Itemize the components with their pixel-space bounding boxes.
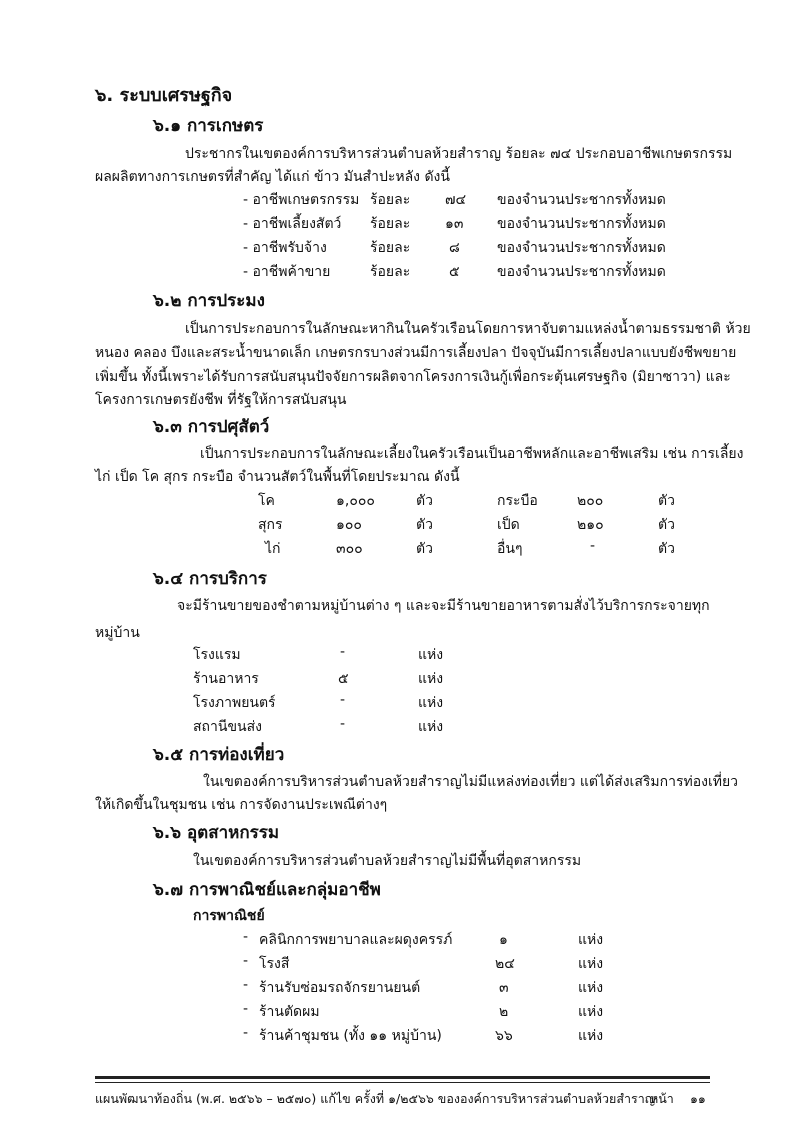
occupation-value: ๕ <box>449 264 460 280</box>
animal-unit: ตัว <box>658 493 675 509</box>
animal-count: - <box>590 538 596 554</box>
occupation-unit: ร้อยละ <box>370 240 411 256</box>
fishery-text-line-3: เพิ่มขึ้น ทั้งนี้เพราะได้รับการสนับสนุนปัจจัยการผลิตจากโครงการเงินกู้เพื่อกระตุ้นเศรษฐกิจ (มิยาซาวา) และ <box>95 369 731 385</box>
occupation-unit: ร้อยละ <box>370 192 411 208</box>
service-text-line-2: หมู่บ้าน <box>95 625 140 641</box>
service-unit: แห่ง <box>418 719 444 735</box>
industry-text-line-1: ในเขตองค์การบริหารส่วนตำบลห้วยสำราญไม่มีพื้นที่อุตสาหกรรม <box>193 853 582 869</box>
occupation-desc: ของจำนวนประชากรทั้งหมด <box>497 216 666 232</box>
service-unit: แห่ง <box>418 647 444 663</box>
occupation-value: ๑๓ <box>445 216 464 232</box>
service-count: - <box>340 716 346 732</box>
service-name: ร้านอาหาร <box>193 671 259 687</box>
animal-count: ๒๑๐ <box>577 517 604 533</box>
commerce-dash: - <box>243 1025 249 1041</box>
service-count: - <box>340 644 346 660</box>
commerce-count: ๑ <box>499 932 508 948</box>
tourism-text-line-1: ในเขตองค์การบริหารส่วนตำบลห้วยสำราญไม่มีแหล่งท่องเที่ยว แต่ได้ส่งเสริมการท่องเที่ยว <box>203 774 739 790</box>
occupation-name: - อาชีพค้าขาย <box>243 264 331 280</box>
heading-agriculture: ๖.๑ การเกษตร <box>153 116 264 136</box>
occupation-value: ๗๔ <box>445 192 467 208</box>
occupation-name: - อาชีพเกษตรกรรม <box>243 192 360 208</box>
occupation-desc: ของจำนวนประชากรทั้งหมด <box>497 192 666 208</box>
service-unit: แห่ง <box>418 695 444 711</box>
commerce-unit: แห่ง <box>578 1028 604 1044</box>
livestock-text-line-1: เป็นการประกอบการในลักษณะเลี้ยงในครัวเรือนเป็นอาชีพหลักและอาชีพเสริม เช่น การเลี้ยง <box>200 446 744 462</box>
animal-unit: ตัว <box>658 517 675 533</box>
commerce-count: ๖๖ <box>495 1028 513 1044</box>
animal-count: ๑,๐๐๐ <box>336 493 375 509</box>
animal-unit: ตัว <box>416 541 433 557</box>
fishery-text-line-4: โครงการเกษตรยังชีพ ที่รัฐให้การสนับสนุน <box>95 392 347 408</box>
livestock-text-line-2: ไก่ เป็ด โค สุกร กระบือ จำนวนสัตว์ในพื้นที่โดยประมาณ ดังนี้ <box>95 469 460 485</box>
commerce-name: คลินิกการพยาบาลและผดุงครรภ์ <box>259 932 453 948</box>
tourism-text-line-2: ให้เกิดขึ้นในชุมชน เช่น การจัดงานประเพณีต่างๆ <box>95 797 388 813</box>
commerce-dash: - <box>243 953 249 969</box>
heading-service: ๖.๔ การบริการ <box>153 569 267 589</box>
service-name: โรงภาพยนตร์ <box>193 695 276 711</box>
service-text-line-1: จะมีร้านขายของชำตามหมู่บ้านต่าง ๆ และจะมีร้านขายอาหารตามสั่งไว้บริการกระจายทุก <box>177 598 710 614</box>
service-unit: แห่ง <box>418 671 444 687</box>
occupation-unit: ร้อยละ <box>370 264 411 280</box>
animal-unit: ตัว <box>416 517 433 533</box>
animal-name: เป็ด <box>497 517 520 533</box>
occupation-value: ๘ <box>449 240 460 256</box>
commerce-unit: แห่ง <box>578 956 604 972</box>
fishery-text-line-1: เป็นการประกอบการในลักษณะหากินในครัวเรือนโดยการหาจับตามแหล่งน้ำตามธรรมชาติ ห้วย <box>185 321 751 337</box>
animal-unit: ตัว <box>658 541 675 557</box>
animal-count: ๓๐๐ <box>336 541 363 557</box>
commerce-dash: - <box>243 1001 249 1017</box>
heading-tourism: ๖.๕ การท่องเที่ยว <box>153 745 285 765</box>
animal-count: ๑๐๐ <box>336 517 362 533</box>
page-label: หน้า <box>650 1091 674 1106</box>
commerce-dash: - <box>243 977 249 993</box>
heading-fishery: ๖.๒ การประมง <box>153 291 265 311</box>
animal-count: ๒๐๐ <box>577 493 604 509</box>
occupation-desc: ของจำนวนประชากรทั้งหมด <box>497 264 666 280</box>
occupation-desc: ของจำนวนประชากรทั้งหมด <box>497 240 666 256</box>
footer-text: แผนพัฒนาท้องถิ่น (พ.ศ. ๒๕๖๖ – ๒๕๗๐) แก้ไข ครั้งที่ ๑/๒๕๖๖ ขององค์การบริหารส่วนตำบลห้วยสำราญ <box>95 1091 656 1106</box>
animal-unit: ตัว <box>416 493 433 509</box>
commerce-subtitle: การพาณิชย์ <box>193 908 265 924</box>
commerce-unit: แห่ง <box>578 980 604 996</box>
commerce-count: ๒๔ <box>495 956 515 972</box>
agriculture-text-line-1: ประชากรในเขตองค์การบริหารส่วนตำบลห้วยสำราญ ร้อยละ ๗๔ ประกอบอาชีพเกษตรกรรม <box>185 146 733 162</box>
commerce-unit: แห่ง <box>578 932 604 948</box>
footer-divider-thin <box>95 1082 710 1083</box>
animal-name: ไก่ <box>265 541 281 557</box>
commerce-unit: แห่ง <box>578 1004 604 1020</box>
page-number: ๑๑ <box>690 1091 706 1106</box>
commerce-count: ๒ <box>499 1004 509 1020</box>
animal-name: สุกร <box>258 517 283 533</box>
commerce-count: ๓ <box>499 980 509 996</box>
animal-name: โค <box>258 493 275 509</box>
commerce-name: โรงสี <box>259 956 290 972</box>
service-name: โรงแรม <box>193 647 241 663</box>
animal-name: อื่นๆ <box>497 541 523 557</box>
service-name: สถานีขนส่ง <box>193 719 262 735</box>
service-count: - <box>340 692 346 708</box>
commerce-name: ร้านค้าชุมชน (ทั้ง ๑๑ หมู่บ้าน) <box>259 1028 442 1044</box>
service-count: ๕ <box>338 671 349 687</box>
agriculture-text-line-2: ผลผลิตทางการเกษตรที่สำคัญ ได้แก่ ข้าว มันสำปะหลัง ดังนี้ <box>95 169 450 185</box>
animal-name: กระบือ <box>497 493 538 509</box>
fishery-text-line-2: หนอง คลอง บึงและสระน้ำขนาดเล็ก เกษตรกรบางส่วนมีการเลี้ยงปลา ปัจจุบันมีการเลี้ยงปลาแบบยังชีพขยาย <box>95 345 737 361</box>
commerce-name: ร้านตัดผม <box>259 1004 320 1020</box>
occupation-name: - อาชีพรับจ้าง <box>243 240 327 256</box>
section-title: ๖. ระบบเศรษฐกิจ <box>95 85 233 106</box>
commerce-name: ร้านรับซ่อมรถจักรยานยนต์ <box>259 980 421 996</box>
occupation-name: - อาชีพเลี้ยงสัตว์ <box>243 216 342 232</box>
occupation-unit: ร้อยละ <box>370 216 411 232</box>
heading-commerce: ๖.๗ การพาณิชย์และกลุ่มอาชีพ <box>153 880 381 900</box>
footer-divider-thick <box>95 1076 710 1079</box>
heading-industry: ๖.๖ อุตสาหกรรม <box>153 823 280 843</box>
commerce-dash: - <box>243 929 249 945</box>
heading-livestock: ๖.๓ การปศุสัตว์ <box>153 417 270 437</box>
